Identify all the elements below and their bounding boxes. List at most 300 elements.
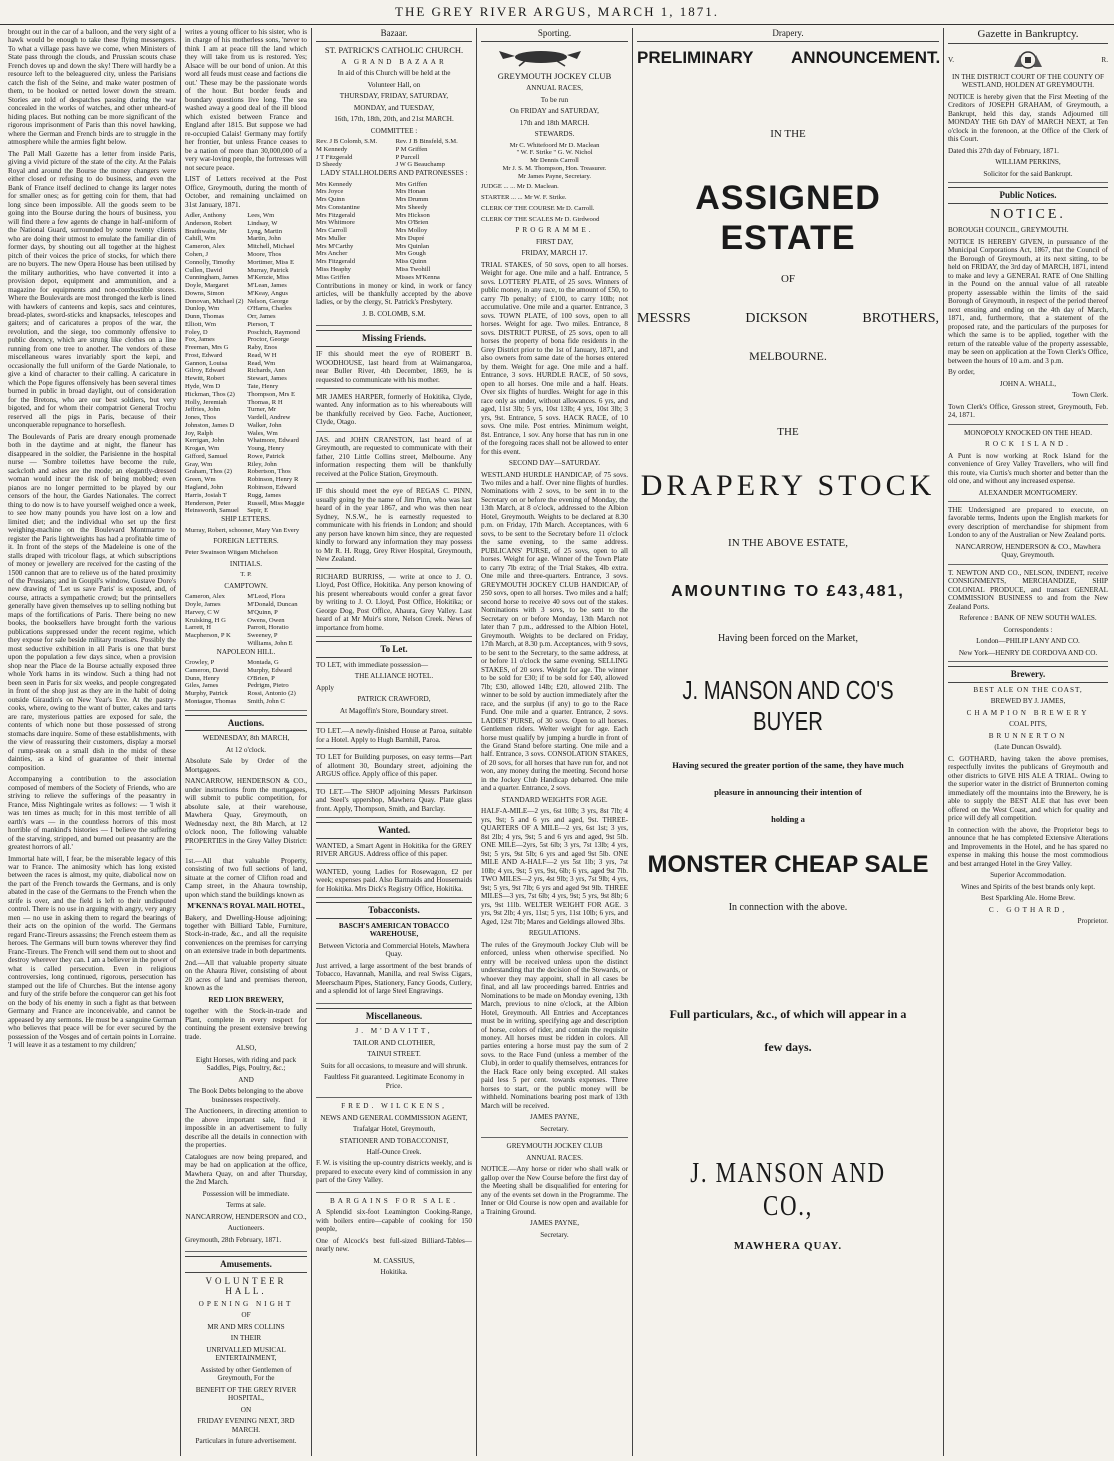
name-row — [185, 617, 307, 625]
name-entry: Mrs Fitzgerald — [316, 258, 356, 266]
article-paragraph: writes a young officer to his sister, who is in charge of his motherless sons, 'never to think I am at peace till the land which they will take from us is restored. Yes; Alsace will be our bond of union. At this word all feuds must cease and factions die out.' These may be the passionate words of the hour. But border feuds and boundary questions live long. The sea washed away a good deal of the ill blood which existed between France and England after 1815. But suppose we had re-occupied Calais! Germany may fortify her frontier, but unless France ceases to be a nation of more than 30,000,000 of a very war-loving people, the fortresses will not secure peace. — [185, 28, 307, 172]
name-entry: O'Harra, Charles — [247, 305, 292, 313]
name-row — [316, 212, 472, 220]
spacer — [637, 647, 939, 675]
committee-head: COMMITTEE : — [370, 126, 418, 135]
name-entry: Orr, James — [247, 313, 276, 321]
article-paragraph: Immortal hate will, I fear, be the miserable legacy of this war to France. The animosity which has long existed between the races is almost, my quite, diabolical now on the part of the French towards the Germans, and is only abated in the case of the Germans to the French when the strife is over, and the field is left to their undisputed control. There is no use in arguing with angry, very angry men — no use in asking them to regard the bearings of their acts on the opinion of the world. The Germans regard Franc-Tireurs assassins; the French esteem them as heroes. The Germans will burn towns wherever they find Franc-Tireurs. The French will send them out to shoot and destroy wherever they can. I am a believer in the power of what is called persecution. Even in religious controversies, long continued, rigorous, persecution has stamped out the life of Churches. But the intense agony and fury of the strife before the conqueror can get his foot on the body of his enemy in such a fight as that between Germany and France are inconceivable, and cannot be appeased by any sermons. He must be a sanguine German who believes that peace will be for ever secured by the possession of the Vosges and of certain points in Lorraine. 'I will leave it as a testament to my children;' — [8, 854, 176, 1050]
agent-name: FRED. WILCKENS, — [341, 1102, 447, 1111]
name-entry: Mrs Sheedy — [395, 203, 428, 211]
name-row — [185, 267, 307, 275]
race-list: TRIAL STAKES, of 50 sovs, open to all horses. Weight for age. One mile and a half. Entrance, 5 sovs. LOTTERY PLATE, of 25 sovs. Winners of public money, in any race, to the amount of £50, to carry 7lb penalty; of £100, to carry 10lb; not accumulative. One mile and a quarter. Entrance, 3 sovs. TOWN PLATE, of 100 sovs, open to all horses. Weight for age. Two miles. Entrance, 8 sovs. DISTRICT PURSE, of 25 sovs, open to all horses the property of bona fide residents in the Grey District prior to the 1st of January, 1871, and also owners from same date of the horses entered by them. Weight for age. One mile and a half. Entrance, 3 sovs. HURDLE RACE, of 50 sovs, open to all horses. One mile and a half. Heats. Over six flights of hurdles. Weight for age in this race only as under, without allowances. 6 yrs, and aged, 11st 3lb; 5 yrs, 10st 13lb; 4 yrs, 10st 3lb; 3 yrs, 9st. Entrance, 5 sovs. HACK RACE, of 10 sovs. One mile. Post entries. Minimum weight, 8st. Entrance, 1 sov. Any horse that has run in one of the foregoing races shall not be allowed to enter for this event. — [481, 260, 628, 456]
indent-body: THE Undersigned are prepared to execute, on favorable terms, Indents upon the English markets for every description of merchandise for shipment from London to any of the Australian or New Zealand ports. — [948, 505, 1108, 540]
auctioneer-name: NANCARROW, HENDERSON and CO., — [185, 1212, 307, 1221]
name-entry: Cameron, Alex — [185, 593, 225, 601]
tolet-line: TO LET, with immediate possession— — [316, 660, 429, 669]
letters-list — [185, 175, 307, 710]
regs-head: REGULATIONS. — [528, 929, 581, 938]
tolet-ad: TO LET for Building purposes, on easy terms—Part of allotment 30, Boundary street, adjoining the ARGUS office. Apply office of this paper. — [316, 753, 472, 783]
name-entry: Krogan, Wm — [185, 445, 220, 453]
hotel-name: THE ALLIANCE HOTEL. — [354, 672, 434, 681]
name-entry: Rev. J B Colomb, S.M. — [316, 138, 378, 146]
name-entry: Pedrigm, Pietro — [247, 682, 289, 690]
auction-dateline: Greymouth, 28th February, 1871. — [185, 1235, 282, 1244]
name-entry: M'Kenzie, Miss — [247, 274, 290, 282]
name-entry: Jones, Thos — [185, 414, 217, 422]
name-entry: Mrs Joyce — [316, 188, 344, 196]
name-row — [316, 274, 472, 282]
tolet-ad: TO LET.—The SHOP adjoining Messrs Parkinson and Steel's uppershop, Mawhera Quay. Plate glass front. Apply, Thompson, Smith, and Barclay. — [316, 788, 472, 818]
name-entry: Braithwaite, Mr — [185, 227, 228, 235]
tolet-ad — [316, 661, 472, 723]
name-entry: Mrs Carroll — [316, 227, 347, 235]
name-entry: Mrs Constantine — [316, 203, 360, 211]
prelim-left: PRELIMINARY — [637, 47, 754, 67]
firm-messrs: MESSRS — [637, 310, 691, 326]
name-entry: Martin, John — [247, 235, 281, 243]
name-row — [316, 219, 472, 227]
rock-island: ROCK ISLAND. — [985, 440, 1071, 449]
monopoly-head: MONOPOLY KNOCKED ON THE HEAD. — [963, 428, 1093, 437]
article-paragraph: Accompanying a contribution to the association composed of members of the Society of Friends, who are striving to relieve the sufferings of the peasantry in France, Miss Nightingale writes as follows: — 'I wish it was ten times as much; for in this most terrible of all earth's wars — in the countless horrors of this most horrible of mankind's histories — I believe the suffering of the starving, stripped, and burned out peasantry are the greatest horrors of all.' — [8, 775, 176, 852]
race-dates: 17th and 18th MARCH. — [519, 118, 590, 127]
name-entry: M'Quinn, P — [247, 608, 278, 616]
name-entry: M'Leod, Flora — [247, 593, 286, 601]
name-entry: M Kennedy — [316, 145, 348, 153]
spacer — [637, 740, 939, 760]
missing-notice: IF this should meet the eye of REGAS C. PINN, usually going by the name of Jim Pinn, who was last heard of in the year 1867, and who was then near Sydney, N.S.W., he is earnestly requested to communicate with his friends in London; and should any person have known him since, they are requested kindly to forward any information they may possess to Mr R. H. Rugg, Grey River Hospital, Greymouth, New Zealand. — [316, 487, 472, 568]
name-row — [316, 266, 472, 274]
weights-head: STANDARD WEIGHTS FOR AGE. — [501, 795, 608, 804]
name-row — [185, 290, 307, 298]
name-row — [185, 507, 307, 515]
indent-firm: NANCARROW, HENDERSON & CO., Mawhera Quay, Greymouth. — [948, 543, 1108, 565]
column-3 — [312, 28, 476, 1456]
name-row — [185, 453, 307, 461]
name-entry: Pierson, T — [247, 320, 275, 328]
name-entry: Downs, Simon — [185, 289, 225, 297]
spacer — [637, 917, 939, 1007]
name-row — [185, 399, 307, 407]
name-entry: Rugg, James — [247, 491, 281, 499]
brewery-name: CHAMPION BREWERY — [966, 708, 1090, 717]
name-row — [185, 659, 307, 667]
the: THE — [777, 426, 799, 439]
agent-name: PATRICK CRAWFORD, — [357, 695, 431, 704]
proprietor-role: Proprietor. — [1077, 917, 1108, 925]
missing-notice: MR JAMES HARPER, formerly of Hokitika, Clyde, wanted. Any information as to his whereabouts will be thankfully received by Geo. Fache, Auctioneer, Clyde, Otago. — [316, 393, 472, 432]
missing-notice: JAS. and JOHN CRANSTON, last heard of at Greymouth, are requested to communicate with their father, 210 Little Collins street, Melbourne. Any information respecting them will be thankfully received at the Police Station, Greymouth. — [316, 436, 472, 483]
auction-note: The Auctioneers, in directing attention to the above important sale, find it impossible in an advertisement to fully describe all the details in connection with the properties. — [185, 1107, 307, 1150]
committee-table — [316, 138, 472, 169]
name-row — [185, 336, 307, 344]
spacer — [637, 507, 939, 537]
name-entry: Lees, Wm — [247, 212, 275, 220]
of: OF — [780, 272, 796, 285]
name-entry: Harvey, C W — [185, 608, 220, 616]
name-row — [185, 601, 307, 609]
name-entry: Doyle, James — [185, 601, 221, 609]
name-entry: Dunlop, Wm — [185, 305, 220, 313]
brewery-tagline: BEST ALE ON THE COAST, — [973, 685, 1083, 694]
name-row — [185, 391, 307, 399]
name-entry: Mrs Hickson — [395, 211, 430, 219]
auctioneer-role: Auctioneers. — [227, 1224, 265, 1233]
section-heading: Missing Friends. — [316, 330, 472, 347]
name-row — [185, 259, 307, 267]
regs-body: The rules of the Greymouth Jockey Club will be enforced, unless when otherwise specified. No entry will be received unless upon the distinct understanding that the decision of the Stewards, or whoever they may appoint, shall in all cases be final, and all law proceedings barred. Entries and Nominations to be made on Monday evening, 13th March, previous to nine o'clock, at the Albion Hotel, Greymouth. All Entries and Acceptances must be in writing, specifying age and description of horse, colors of rider, and contain the requisite money. All horses must be ridden in colors. All parties entering a horse must pay the sum of 2 sovs. to the Race Fund (unless a member of the Club), in order to qualify themselves, entrances for the Hack Race only being excepted. All stakes paid less 5 per cent. towards expenses. Three horses to start, or the public money will be withheld. Nominations bearing post mark of 13th March will be received. — [481, 940, 628, 1110]
name-entry: Mrs Drumm — [395, 196, 429, 204]
name-row — [185, 437, 307, 445]
bargains-line: A Splendid six-foot Leamington Cooking-Range, with boilers entire—capable of cooking for 150 people, — [316, 1208, 472, 1234]
name-row — [316, 138, 472, 146]
firm-name — [637, 311, 939, 328]
name-entry: Macpherson, P K — [185, 632, 231, 640]
name-entry: Mrs Gough — [395, 250, 426, 258]
name-entry: Read, W H — [247, 351, 277, 359]
column-6 — [944, 28, 1112, 1456]
name-entry: Joy, Ralph — [185, 429, 213, 437]
name-entry: M'Keay, Angus — [247, 289, 288, 297]
solicitor-name: WILLIAM PERKINS, — [995, 158, 1061, 167]
name-row — [185, 321, 307, 329]
name-entry: Mrs Molloy — [395, 227, 428, 235]
name-entry: Williams, John E — [247, 639, 293, 647]
name-entry: Walker, John — [247, 421, 282, 429]
name-entry: Rowe, Patrick — [247, 452, 285, 460]
name-entry: Cunningham, James — [185, 274, 239, 282]
name-row — [316, 243, 472, 251]
monster-sale: MONSTER CHEAP SALE — [647, 850, 929, 878]
name-row — [316, 235, 472, 243]
auction-body: NANCARROW, HENDERSON & CO., under instructions from the mortgagees, will submit to public competition, for absolute sale, at their warehouse, Mawhera Quay, Greymouth, on Wednesday next, the 8th March, at 12 o'clock noon, The following valuable PROPERTIES in the Grey Valley District:— — [185, 777, 307, 854]
manson-buyer: J. MANSON AND CO'S BUYER — [682, 675, 894, 737]
name-row — [316, 204, 472, 212]
auction-lot: 2nd.—All that valuable property situate on the Ahaura River, consisting of about 20 acres of land and premises thereon, known as the — [185, 958, 307, 993]
name-entry: Thomas, R H — [247, 398, 283, 406]
agent-role: NEWS AND GENERAL COMMISSION AGENT, — [320, 1113, 468, 1122]
name-row — [185, 484, 307, 492]
name-entry: Freeman, Mrs G — [185, 344, 229, 352]
name-entry: Turner, Mr — [247, 406, 277, 414]
annual: ANNUAL RACES. — [526, 1153, 583, 1162]
name-row — [185, 274, 307, 282]
name-row — [185, 640, 307, 648]
name-entry: Nelson, George — [247, 297, 289, 305]
brewery-place: COAL PITS, — [1009, 720, 1047, 729]
name-row — [185, 430, 307, 438]
section-heading: Auctions. — [185, 715, 307, 732]
name-entry: Riley, John — [247, 460, 277, 468]
clerk-role: Town Clerk. — [1072, 391, 1108, 400]
melbourne: MELBOURNE. — [749, 349, 827, 364]
napoleon-table — [185, 659, 307, 706]
name-entry: Mrs O'Brien — [395, 219, 429, 227]
letters-line: Murray, Robert, schooner, Mary Van Every — [185, 526, 300, 534]
tobacco-ad — [316, 922, 472, 1004]
name-entry: J T Fitzgerald — [316, 153, 353, 161]
section-heading: Tobacconists. — [316, 902, 472, 919]
seller-name: M. CASSIUS, — [373, 1256, 415, 1265]
name-entry: Mrs Muller — [316, 234, 347, 242]
agent-trade: STATIONER AND TOBACCONIST, — [339, 1136, 449, 1145]
name-entry: Russell, Miss Maggie — [247, 499, 305, 507]
name-entry: Richards, Ann — [247, 367, 285, 375]
name-entry — [185, 640, 245, 648]
catalogues: Catalogues are now being prepared, and may be had on application at the office, Mawhera Quay, on and after Thursday, the 2nd March. — [185, 1152, 307, 1187]
clerk-office: Town Clerk's Office, Gresson street, Greymouth, Feb. 24, 1871. — [948, 403, 1108, 425]
correspondents: Correspondents : — [1003, 625, 1053, 634]
correspondent: New York—HENRY DE CORDOVA AND CO. — [948, 649, 1108, 662]
auction-ad — [185, 734, 307, 1252]
section-heading: Miscellaneous. — [316, 1008, 472, 1025]
name-row — [185, 445, 307, 453]
name-row — [185, 422, 307, 430]
sparkling: Best Sparkling Ale. Home Brew. — [980, 894, 1076, 903]
amusement-ad — [185, 1276, 307, 1446]
name-entry: Sweeney, P — [247, 632, 278, 640]
letters-table — [185, 212, 307, 515]
venue: VOLUNTEER HALL. — [205, 1275, 287, 1297]
racehorse-icon — [481, 47, 601, 67]
section-heading: Public Notices. — [948, 187, 1108, 204]
firm-dickson: DICKSON — [745, 310, 808, 326]
spacer — [637, 1226, 939, 1240]
forced: Having been forced on the Market, — [718, 632, 858, 644]
aid: In aid of this Church will be held at the — [337, 69, 451, 78]
letters-line: Peter Swainson Wiigam Michelson — [185, 548, 278, 556]
name-entry: Smith, John C — [247, 697, 285, 705]
section-heading: To Let. — [316, 641, 472, 658]
name-entry: Lyng, Martin — [247, 227, 283, 235]
spacer — [637, 366, 939, 426]
notice-heading: NOTICE. — [990, 206, 1066, 222]
name-entry: Gilroy, Edward — [185, 367, 226, 375]
pleasure: pleasure in announcing their intention of — [714, 786, 862, 797]
section-heading: Amusements. — [185, 1256, 307, 1273]
secretary-role: Secretary. — [481, 1125, 628, 1138]
secretary-name: JAMES PAYNE, — [530, 1219, 579, 1228]
name-row — [185, 220, 307, 228]
by-order: By order, — [948, 368, 975, 377]
name-entry: Montada, G — [247, 659, 279, 667]
name-entry: Mortimer, Miss E — [247, 258, 295, 266]
name-entry: Mrs Quinn — [316, 196, 345, 204]
name-row — [185, 243, 307, 251]
section-heading: Wanted. — [316, 822, 472, 839]
name-entry: Mrs Kennedy — [316, 180, 353, 188]
name-entry: Hagland, John — [185, 483, 224, 491]
name-row — [185, 476, 307, 484]
full-particulars: Full particulars, &c., of which will appear in a — [669, 1006, 907, 1021]
name-entry: Moore, Thos — [247, 251, 282, 258]
name-row — [185, 609, 307, 617]
spacer — [637, 144, 939, 178]
name-entry: Fox, James — [185, 336, 215, 344]
subhead: SHIP LETTERS. — [221, 515, 271, 524]
name-row — [185, 698, 307, 706]
secretary-name: JAMES PAYNE, — [530, 1113, 579, 1122]
secured: Having secured the greater portion of the same, they have much — [672, 759, 904, 770]
opening: OPENING NIGHT — [198, 1299, 294, 1308]
name-row — [185, 367, 307, 375]
spacer — [637, 1057, 939, 1157]
name-entry: Doyle, Margaret — [185, 282, 229, 290]
name-entry: Dunn, Thomas — [185, 313, 225, 321]
ladies-head: LADY STALLHOLDERS AND PATRONESSES : — [320, 169, 468, 178]
name-entry: Young, Henry — [247, 445, 285, 453]
day-head: SECOND DAY—SATURDAY. — [508, 459, 601, 468]
club-name: GREYMOUTH JOCKEY CLUB — [497, 71, 612, 82]
name-row — [185, 228, 307, 236]
name-row — [185, 313, 307, 321]
shop-name: BASCH'S AMERICAN TOBACCO WAREHOUSE, — [338, 921, 450, 939]
name-row — [185, 406, 307, 414]
spacer — [637, 800, 939, 814]
name-entry: Murray, Patrick — [247, 266, 289, 274]
name-entry: Kruisking, H G — [185, 616, 226, 624]
tailor-name: J. M'DAVITT, — [355, 1027, 433, 1036]
name-entry: Mrs Quinlan — [395, 242, 430, 250]
name-row — [316, 154, 472, 162]
name-row — [316, 196, 472, 204]
and: AND — [238, 1075, 254, 1084]
name-entry: Misses M'Kenna — [395, 273, 440, 281]
missing-notice: IF this should meet the eye of ROBERT B. WOODHOUSE, last heard from at Waimangaroa, near Buller River, 4th December, 1869, he is requested to communicate with his mother. — [316, 350, 472, 389]
official: JUDGE ... ... Mr D. Maclean. — [481, 183, 559, 191]
name-entry: Mrs Whitmore — [316, 219, 355, 227]
few-days: few days. — [764, 1040, 812, 1055]
brewery-late: (Late Duncan Oswald). — [994, 743, 1062, 752]
name-entry: Miss Griffen — [316, 273, 350, 281]
friday-eve: FRIDAY EVENING NEXT, 3RD MARCH. — [197, 1417, 295, 1434]
name-entry: Owens, Owen — [247, 616, 285, 624]
name-entry: Connolly, Timothy — [185, 258, 235, 266]
name-entry: Robertson, Thos — [247, 468, 291, 476]
spacer — [637, 261, 939, 273]
subhead: CAMPTOWN. — [224, 581, 268, 590]
name-entry: P M Griffen — [395, 145, 428, 153]
tailor-fit: Faultless Fit guaranteed. Legitimate Economy in Price. — [323, 1073, 465, 1090]
spacer — [637, 882, 939, 902]
terms: Terms at sale. — [226, 1201, 266, 1210]
auction-date: WEDNESDAY, 8th MARCH, — [202, 734, 290, 743]
name-entry: Whatmore, Edward — [247, 437, 299, 445]
apply: Apply — [316, 683, 334, 692]
hotel-name: M'KENNA'S ROYAL MAIL HOTEL, — [187, 902, 305, 911]
tailor-street: TAINUI STREET. — [367, 1050, 421, 1059]
name-entry: Gannon, Louisa — [185, 359, 228, 367]
brewery-name: RED LION BREWERY, — [208, 995, 284, 1004]
of: OF — [241, 1311, 251, 1320]
name-row — [316, 161, 472, 169]
name-row — [185, 298, 307, 306]
tailor-trade: TAILOR AND CLOTHIER, — [353, 1038, 435, 1047]
name-entry: Johnston, James D — [185, 421, 235, 429]
letters-intro: LIST of Letters received at the Post Office, Greymouth, during the month of October, and remaining unclaimed on 31st January, 1871. — [185, 175, 307, 209]
brewery-town: BRUNNERTON — [988, 731, 1068, 740]
connection: In connection with the above. — [728, 902, 848, 914]
bargains-ad — [316, 1197, 472, 1277]
name-row — [316, 258, 472, 266]
name-row — [185, 632, 307, 640]
name-entry: Donovan, Michael (2) — [185, 297, 244, 305]
name-entry: J W G Beauchamp — [395, 161, 445, 169]
prelim-banner — [637, 48, 939, 68]
name-entry: M'Lean, James — [247, 282, 287, 290]
auction-time: At 12 o'clock. — [225, 745, 267, 754]
contributions: Contributions in money or kind, in work or fancy articles, will be thankfully accepted by the above ladies, or by the clergy, St. Patrick's Presbytery. — [316, 281, 472, 307]
annual: ANNUAL RACES, — [526, 84, 583, 93]
on: ON — [240, 1405, 252, 1414]
holding: holding a — [771, 813, 805, 824]
name-entry: Miss Quinn — [395, 258, 427, 266]
court-head: IN THE DISTRICT COURT OF THE COUNTY OF WESTLAND, HOLDEN AT GREYMOUTH. — [952, 72, 1104, 90]
firm-brothers: BROTHERS, — [862, 310, 939, 326]
race-list: WESTLAND HURDLE HANDICAP, of 75 sovs. Two miles and a half. Over nine flights of hurdles. Nominations with 2 sovs, to be sent in to the Secretary on or before the evening of Monday, the 13th March, at 8 o'clock, addressed to the Albion Hotel, Greymouth. Weights to be declared at 8.30 p.m. on Friday, 17th March. Acceptances, with 6 sovs, to be sent to the Secretary before 11 o'clock the same evening, to the same address. PUBLICANS' PURSE, of 25 sovs, open to all horses. Weight for age. Winner of the Town Plate to carry 7lb extra; of the Trial Stakes, 4lb extra. One mile and three-quarters. Entrance, 3 sovs. GREYMOUTH JOCKEY CLUB HANDICAP, of 250 sovs, open to all horses. Two miles and a half; second horse to receive 40 sovs out of the stakes. Nominations with 3 sovs, to be sent to the Secretary on or before Monday, 13th March not later than 7 p.m., addressed to the Albion Hotel, Greymouth. Weights to be declared on Friday, 17th March, at 8.30 p.m. Acceptances, with 9 sovs, to be sent to the Secretary, to the same address, at or before 11 o'clock the same evening. SELLING STAKES, of 20 sovs. Weight for age. The winner to be sold for £30; if to be sold for £40, allowed 7lb; £30, allowed 14lb; £20, allowed 21lb. The winner to be sold by auction immediately after the race, and the surplus (if any) to go to the Race Fund. One mile and a quarter. Entrance, 2 sovs. LADIES' PURSE, of 30 sovs. Open to all horses. Gentlemen riders. Welter weight for age. Each horse must qualify by jumping a hurdle in front of the Grand Stand before starting. One mile and a half. Entrance, 3 sovs. CONSOLATION STAKES, of 20 sovs, for all horses that have run for, and not won, any money during the meeting. Second horse in the Jockey Club Handicap debarred. One mile and a quarter. Entrance, 2 sovs. — [481, 470, 628, 793]
name-row — [185, 329, 307, 337]
name-entry: Hyde, Wm D — [185, 383, 221, 391]
wanted-ad: WANTED, young Ladies for Rosewagon, £2 per week; expenses paid. Also Barmaids and Housemaids for Hokitika. Mrs Dick's Registry Office, Hokitika. — [316, 868, 472, 898]
name-row — [185, 360, 307, 368]
seller-place: Hokitika. — [380, 1268, 408, 1277]
bazaar-ad — [316, 45, 472, 327]
assigned-estate: ASSIGNED ESTATE — [695, 178, 881, 257]
name-entry: Mrs Dupré — [395, 234, 425, 242]
tobe: To be run — [540, 95, 569, 104]
brewery-body: C. GOTHARD, having taken the above premises, respectfully invites the publicans of Greymouth and other districts to GIVE HIS ALE A TRIAL. Owing to the superior water in the district of Brunnerton coming immediately off the mountains into the Brewery, he is able to supply the BEST ALE that has ever been offered on the West Coast, and which for quality and price will defy all competition. — [948, 754, 1108, 823]
name-entry: Harris, Josiah T — [185, 491, 227, 499]
name-row — [185, 235, 307, 243]
proprietor-name: C. GOTHARD, — [988, 905, 1068, 914]
particulars: Particulars in future advertisement. — [195, 1437, 297, 1446]
tolet-ad: TO LET.—A newly-finished House at Paroa, suitable for a Hotel. Apply to Hugh Barnhill, Paroa. — [316, 727, 472, 749]
auction-lot: 1st.—All that valuable Property, consisting of two full sections of land, situate at the corner of Clifton road and Camp street, in the Ahaura township, upon which stand the buildings known as — [185, 856, 307, 899]
name-entry: Tate, Henry — [247, 383, 279, 391]
dates: 16th, 17th, 18th, 20th, and 21st MARCH. — [334, 115, 454, 124]
spacer — [637, 442, 939, 468]
name-entry: Robinson, Edward — [247, 483, 297, 491]
name-entry: Wales, Wm — [247, 429, 278, 437]
name-row — [185, 682, 307, 690]
entertainment: UNRIVALLED MUSICAL ENTERTAINMENT, — [206, 1345, 286, 1363]
column-2 — [181, 28, 311, 1456]
name-row — [185, 461, 307, 469]
punt-owner: ALEXANDER MONTGOMERY. — [948, 489, 1108, 502]
name-entry: Cahill, Wm — [185, 235, 216, 243]
book-debts: The Book Debts belonging to the above businesses respectively. — [188, 1087, 304, 1104]
days: MONDAY, and TUESDAY, — [353, 103, 435, 112]
hall: Volunteer Hall, on — [367, 80, 421, 89]
name-entry: Montague, Thomas — [185, 697, 237, 705]
article-paragraph: The Pall Mall Gazette has a letter from inside Paris, giving a vivid picture of the state of the city. At the Palais Royal and around the Bourse the money changers were either closed or refusing to do business, and even the Bank of France itself declined to change its larger notes for smaller ones; as for getting coin for them, that had long since been impossible. All the goods seem to be going into the Bourse during the hours of business, you will find there a few agents de change in half-uniform of the National Guard, surrounded by some twenty clients who are doing their utmost to emulate the familiar din of former days, by shouting out all together at the highest pitch of their voices the price of stocks, for which there are no buyers. The new Opera House has been utilised by the military authorities, who have converted it into a provision depot, equipment and ammunition, and a magazine for equipments and non-combustible stores. Where the Boulevards are most thronged the kerb is lined with hawkers of canteens and kepis, sacs and ceintures, bread-plates, sword-sticks and knapsacks, telescopes and gaiters; and of caricatures a propos of the war, the revolution, and the siege, too commonly offensive to public decency, which are strung like clothes on a line running from one tree to another. The vendors of these miscellaneous wares invariably sport the kepi, and occasionally the full uniform of the Garde Nationale, to give a kind of character to their calling. A caricature in which the Pope figures offensively has been several times burned in public in broad daylight, out of consideration for the Bretons, who are our best soldiers, but very bigoted, and for whom their compatriot General Trochu reserved all the pigs in Paris, because of their unconquerable repugnance to horseflesh. — [8, 149, 176, 430]
name-row — [185, 282, 307, 290]
name-entry: Robinson, Henry R — [247, 476, 299, 484]
name-entry: Mrs Honan — [395, 188, 426, 196]
name-entry: Cameron, David — [185, 666, 229, 674]
notice-body: NOTICE.—Any horse or rider who shall walk or gallop over the New Course before the first day of the Meeting shall be disqualified for entering for any of the events set down in the Programme. The Inner or Old Course is now open and available for a Training Ground. — [481, 1165, 628, 1216]
name-row — [316, 188, 472, 196]
official: CLERK OF THE COURSE Mr D. Carroll. — [481, 204, 595, 212]
ladies-table — [316, 181, 472, 282]
section-heading: Bazaar. — [316, 28, 472, 42]
name-row — [316, 181, 472, 189]
secretary-role: Secretary. — [540, 1230, 569, 1239]
article-paragraph: brought out in the car of a balloon, and the very sight of a hawk would be enough to take these flying messengers. To what a village pass have we come, when Ministers of State pass through the clouds, and Prussian scouts chase French doves up and down the sky! There will hardly be a resource left to the beleaguered city, unless the Parisians catch the fish of the Seine, and make water postmen of them, to be hooked or netted lower down the stream. Stories are told of despatches passing during the war concealed in the works of watches, and other unheard-of hiding places. But nothing can be more significant of the rigorous imprisonment of Paris than this novel hawking, where the German and French birds are to struggle in the atmosphere while the armies fight below. — [8, 28, 176, 147]
name-row — [316, 227, 472, 235]
performers: MR AND MRS COLLINS — [207, 1322, 285, 1331]
name-entry: Giles, James — [185, 682, 219, 690]
